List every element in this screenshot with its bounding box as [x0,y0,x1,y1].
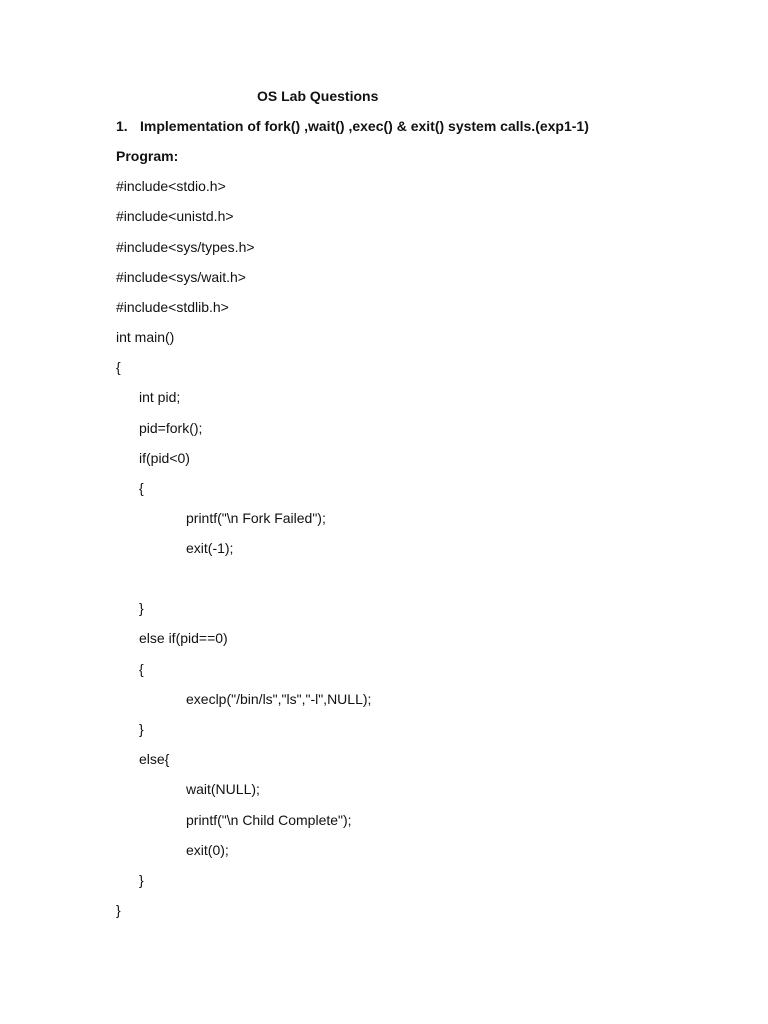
program-label: Program: [116,148,179,164]
code-line: #include<unistd.h> [116,208,234,224]
code-line: } [139,721,144,737]
code-line: execlp("/bin/ls","ls","-l",NULL); [186,691,372,707]
code-line: } [139,872,144,888]
code-line: exit(0); [186,842,229,858]
code-line: } [139,600,144,616]
code-line: if(pid<0) [139,450,190,466]
code-line: else{ [139,751,170,767]
code-line: pid=fork(); [139,420,203,436]
question-text: Implementation of fork() ,wait() ,exec() & exit() system calls.(exp1-1) [140,118,589,134]
code-line: { [116,359,121,375]
code-line: wait(NULL); [186,781,260,797]
code-line: { [139,480,144,496]
code-line: { [139,661,144,677]
code-line: #include<stdio.h> [116,178,226,194]
code-line: exit(-1); [186,540,234,556]
page-title: OS Lab Questions [257,88,379,104]
code-line: #include<stdlib.h> [116,299,229,315]
code-line: } [116,902,121,918]
question-number: 1. [116,118,128,134]
code-line: #include<sys/wait.h> [116,269,246,285]
code-line: printf("\n Fork Failed"); [186,510,326,526]
code-line: else if(pid==0) [139,630,228,646]
code-line: #include<sys/types.h> [116,239,255,255]
code-line: int pid; [139,389,181,405]
code-line: int main() [116,329,175,345]
code-line: printf("\n Child Complete"); [186,812,352,828]
